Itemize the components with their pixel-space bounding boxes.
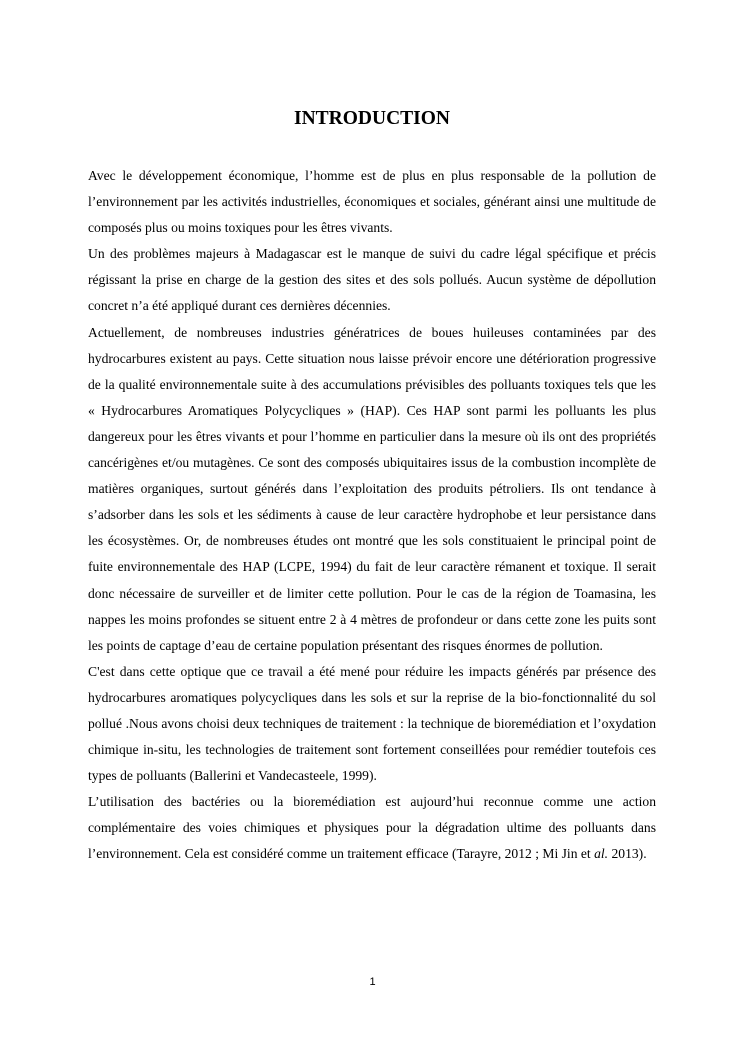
paragraph-bioremediation-italic: al. [594,846,609,862]
paragraph-intro: Avec le développement économique, l’homme est de plus en plus responsable de la pollution de l’environnement par les activités industrielles, économiques et sociales, générant ainsi une multitude de composés plus ou moins toxiques pour les êtres vivants. [88,168,656,236]
paragraph-objective: C'est dans cette optique que ce travail a été mené pour réduire les impacts générés par présence des hydrocarbures aromatiques polycycliques dans les sols et sur la reprise de la bio-fonctionnalité du sol pollué .Nous avons choisi deux techniques de traitement : la technique de bioremédiation et l’oxydation chimique in-situ, les technologies de traitement sont fortement conseillées pour remédier toutefois ces types de polluants (Ballerini et Vandecasteele, 1999). [88,663,656,784]
page-title: INTRODUCTION [293,108,451,129]
paragraph-bioremediation-end: 2013). [608,846,647,862]
paragraph-madagascar: Un des problèmes majeurs à Madagascar est le manque de suivi du cadre légal spécifique et précis régissant la prise en charge de la gestion des sites et des sols pollués. Aucun système de dépollution concret n’a été appliqué durant ces dernières décennies. [88,246,656,314]
paragraph-bioremediation-text: L’utilisation des bactéries ou la bioremédiation est aujourd’hui reconnue comme une action complémentaire des voies chimiques et physiques pour la dégradation ultime des polluants dans l’environnement. Cela est considéré comme un traitement efficace (Tarayre, 2012 ; Mi Jin et [88,794,656,862]
document-body [88,163,656,868]
paragraph-hap: Actuellement, de nombreuses industries génératrices de boues huileuses contaminées par des hydrocarbures existent au pays. Cette situation nous laisse prévoir encore une détérioration progressive de la qualité environnementale suite à des accumulations prévisibles des polluants toxiques tels que les « Hydrocarbures Aromatiques Polycycliques » (HAP). Ces HAP sont parmi les polluants les plus dangereux pour les êtres vivants et pour l’homme en particulier dans la mesure où ils ont des propriétés cancérigènes et/ou mutagènes. Ce sont des composés ubiquitaires issus de la combustion incomplète de matières organiques, surtout générés dans l’exploitation des produits pétroliers. Ils ont tendance à s’adsorber dans les sols et les sédiments à cause de leur caractère hydrophobe et leur persistance dans les écosystèmes. Or, de nombreuses études ont montré que les sols constituaient le principal point de fuite environnementale des HAP (LCPE, 1994) du fait de leur caractère rémanent et toxique. Il serait donc nécessaire de surveiller et de limiter cette pollution. Pour le cas de la région de Toamasina, les nappes les moins profondes se situent entre 2 à 4 mètres de profondeur or dans cette zone les puits sont les points de captage d’eau de certaine population présentant des risques énormes de pollution. [88,324,656,653]
page-number: 1 [369,976,376,988]
paragraph-bioremediation [88,789,656,867]
